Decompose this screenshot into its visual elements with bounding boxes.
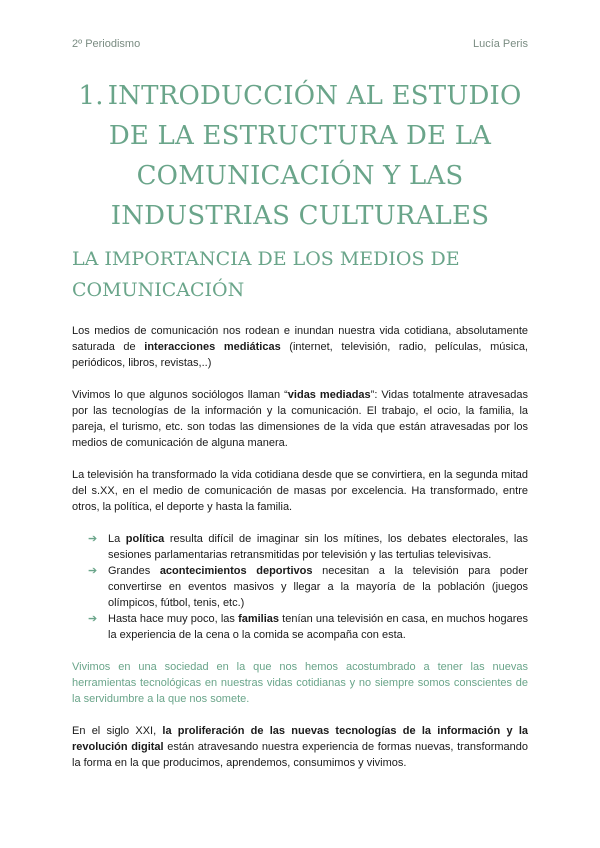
p2-text-c: ”: Vidas totalmente atravesadas por las tecnologías de la información y la comunicación. El trabajo, el ocio, la familia, la pareja, el turismo, etc. son todas las dimensiones de la vida que están atravesadas por los medios de comunicación de alguna manera. (72, 389, 528, 449)
p5-text-c: están atravesando nuestra experiencia de formas nuevas, transformando la forma en la que producimos, aprendemos, consumimos y vivimos. (72, 741, 528, 769)
p1-text-a: Los medios de comunicación nos rodean e inundan nuestra vida cotidiana, absolutamente saturada de (72, 325, 528, 353)
bullet-text-a: La (108, 533, 126, 545)
page-header (72, 38, 528, 50)
header-course: 2º Periodismo (72, 38, 141, 50)
paragraph-5 (72, 723, 528, 771)
body-content (72, 323, 528, 787)
p1-text-c: (internet, televisión, radio, películas, música, periódicos, libros, revistas,..) (72, 341, 528, 369)
p2-text-a: Vivimos lo que algunos sociólogos llaman “ (72, 389, 288, 401)
highlight-paragraph: Vivimos en una sociedad en la que nos hemos acostumbrado a tener las nuevas herramientas tecnológicas en nuestras vidas cotidianas y no siempre somos conscientes de la servidumbre a la que nos somete. (72, 661, 528, 705)
title-text: INTRODUCCIÓN AL ESTUDIO DE LA ESTRUCTURA DE LA COMUNICACIÓN Y LAS INDUSTRIAS CULTURALES (107, 81, 522, 231)
title-number: 1. (78, 81, 104, 111)
bullet-text-c: necesitan a la televisión para poder convertirse en eventos masivos y llegar a la mayoría de la población (juegos olímpicos, fútbol, tenis, etc.) (108, 565, 528, 609)
bullet-text-a: Grandes (108, 565, 160, 577)
section-heading: LA IMPORTANCIA DE LOS MEDIOS DE COMUNICACIÓN (72, 248, 460, 301)
p5-text-a: En el siglo XXI, (72, 725, 163, 737)
bullet-bold: familias (238, 613, 280, 625)
bullet-text-c: tenían una televisión en casa, en muchos hogares la experiencia de la cena o la comida se acompaña con esta. (108, 613, 528, 641)
p1-bold: interacciones mediáticas (144, 341, 281, 353)
p2-bold: vidas mediadas (287, 389, 371, 401)
arrow-icon: ➔ (88, 613, 98, 625)
paragraph-1 (72, 323, 528, 371)
paragraph-3: La televisión ha transformado la vida cotidiana desde que se convirtiera, en la segunda mitad del s.XX, en el medio de comunicación de masas por excelencia. Ha transformado, entre otros, la política, el deporte y hasta la familia. (72, 469, 528, 513)
bullet-bold: política (125, 533, 165, 545)
bullet-text-c: resulta difícil de imaginar sin los mítines, los debates electorales, las sesiones parlamentarias retransmitidas por televisión y las tertulias televisivas. (108, 533, 528, 561)
header-author: Lucía Peris (472, 38, 528, 50)
p5-bold: la proliferación de las nuevas tecnologías de la información y la revolución digital (72, 725, 528, 753)
list-item (88, 531, 528, 563)
arrow-icon: ➔ (88, 565, 98, 577)
page-title (72, 76, 528, 236)
paragraph-2 (72, 387, 528, 451)
bullet-bold: acontecimientos deportivos (159, 565, 313, 577)
arrow-icon: ➔ (88, 533, 98, 545)
bullet-list (72, 531, 528, 643)
list-item (88, 611, 528, 643)
list-item (88, 563, 528, 611)
bullet-text-a: Hasta hace muy poco, las (108, 613, 239, 625)
